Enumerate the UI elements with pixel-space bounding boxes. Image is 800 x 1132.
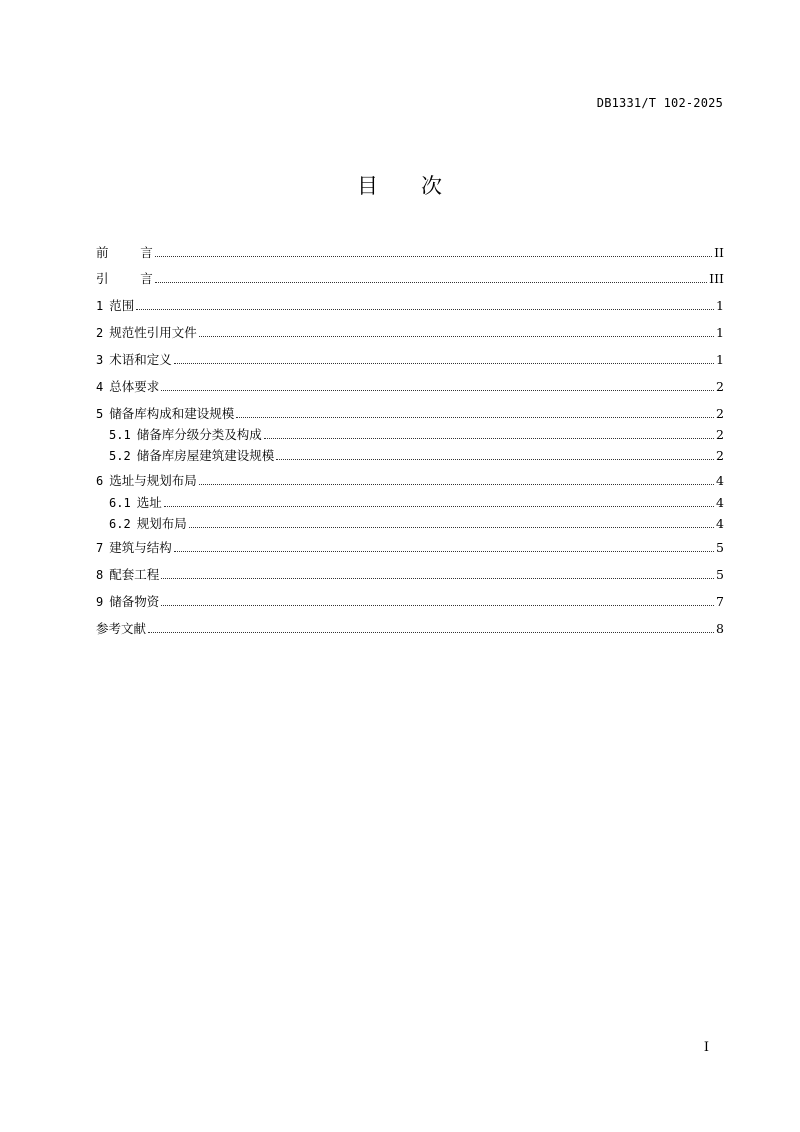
toc-entry-2[interactable] [96,323,724,341]
toc-entry-label: 储备库房屋建筑建设规模 [136,448,275,463]
toc-entry-number: 1 [96,299,104,313]
toc-entry-4[interactable] [96,377,724,395]
toc-entry-label: 储备库构成和建设规模 [109,406,235,421]
toc-entry-introduction[interactable] [96,269,724,287]
toc-entry-label: 储备库分级分类及构成 [136,427,262,442]
toc-entry-page: 2 [716,406,724,421]
toc-entry-label: 选址与规划布局 [109,473,197,488]
toc-entry-number: 8 [96,568,104,582]
toc-entry-number: 6.1 [109,496,131,510]
toc-entry-7[interactable] [96,538,724,556]
toc-entry-page: 1 [716,298,724,313]
toc-leader-dots [161,389,714,391]
toc-leader-dots [199,335,714,337]
toc-entry-foreword[interactable] [96,243,724,261]
toc-entry-label: 选址 [136,495,162,510]
toc-leader-dots [148,631,714,633]
toc-entry-page: 1 [716,352,724,367]
toc-entry-number: 5.1 [109,428,131,442]
toc-leader-dots [276,458,714,460]
toc-entry-6-2[interactable] [109,514,724,532]
toc-entry-label: 参考文献 [96,621,147,636]
toc-entry-number: 5.2 [109,449,131,463]
toc-entry-5[interactable] [96,404,724,422]
toc-entry-label: 前 言 [96,245,153,260]
toc-entry-number: 6 [96,474,104,488]
toc-leader-dots [161,577,714,579]
toc-entry-page: 5 [716,567,724,582]
toc-entry-9[interactable] [96,592,724,610]
toc-entry-references[interactable] [96,619,724,637]
toc-leader-dots [236,416,714,418]
toc-entry-number: 6.2 [109,517,131,531]
toc-entry-page: III [709,271,724,286]
document-code: DB1331/T 102-2025 [596,96,723,110]
toc-entry-5-2[interactable] [109,446,724,464]
toc-leader-dots [264,437,714,439]
toc-entry-6[interactable] [96,471,724,489]
toc-entry-page: 4 [716,495,724,510]
toc-entry-number: 4 [96,380,104,394]
toc-title-part1: 目 [357,174,379,198]
toc-leader-dots [189,526,714,528]
toc-entry-number: 5 [96,407,104,421]
toc-entry-label: 配套工程 [109,567,160,582]
toc-leader-dots [136,308,714,310]
toc-entry-label: 总体要求 [109,379,160,394]
toc-entry-number: 7 [96,541,104,555]
page-number: I [703,1040,709,1055]
toc-leader-dots [155,281,707,283]
toc-leader-dots [164,505,714,507]
toc-entry-5-1[interactable] [109,425,724,443]
toc-entry-page: 4 [716,516,724,531]
toc-leader-dots [174,362,714,364]
toc-entry-3[interactable] [96,350,724,368]
toc-entry-page: 2 [716,379,724,394]
toc-entry-label: 引 言 [96,271,153,286]
toc-entry-label: 建筑与结构 [109,540,172,555]
toc-title-part2: 次 [421,174,443,198]
toc-entry-label: 储备物资 [109,594,160,609]
toc-entry-number: 3 [96,353,104,367]
toc-entry-label: 规范性引用文件 [109,325,197,340]
toc-entry-page: II [714,245,724,260]
toc-entry-page: 8 [716,621,724,636]
toc-entry-page: 7 [716,594,724,609]
toc-entry-1[interactable] [96,296,724,314]
toc-leader-dots [199,483,714,485]
toc-entry-8[interactable] [96,565,724,583]
toc-entry-page: 5 [716,540,724,555]
toc-entry-page: 2 [716,427,724,442]
toc-leader-dots [155,255,712,257]
toc-leader-dots [161,604,714,606]
toc-leader-dots [174,550,714,552]
toc-entry-page: 4 [716,473,724,488]
toc-entry-6-1[interactable] [109,493,724,511]
toc-entry-label: 术语和定义 [109,352,172,367]
toc-entry-page: 1 [716,325,724,340]
toc-entry-label: 范围 [109,298,135,313]
toc-entry-page: 2 [716,448,724,463]
toc-entry-label: 规划布局 [136,516,187,531]
toc-entry-number: 9 [96,595,104,609]
toc-entry-number: 2 [96,326,104,340]
